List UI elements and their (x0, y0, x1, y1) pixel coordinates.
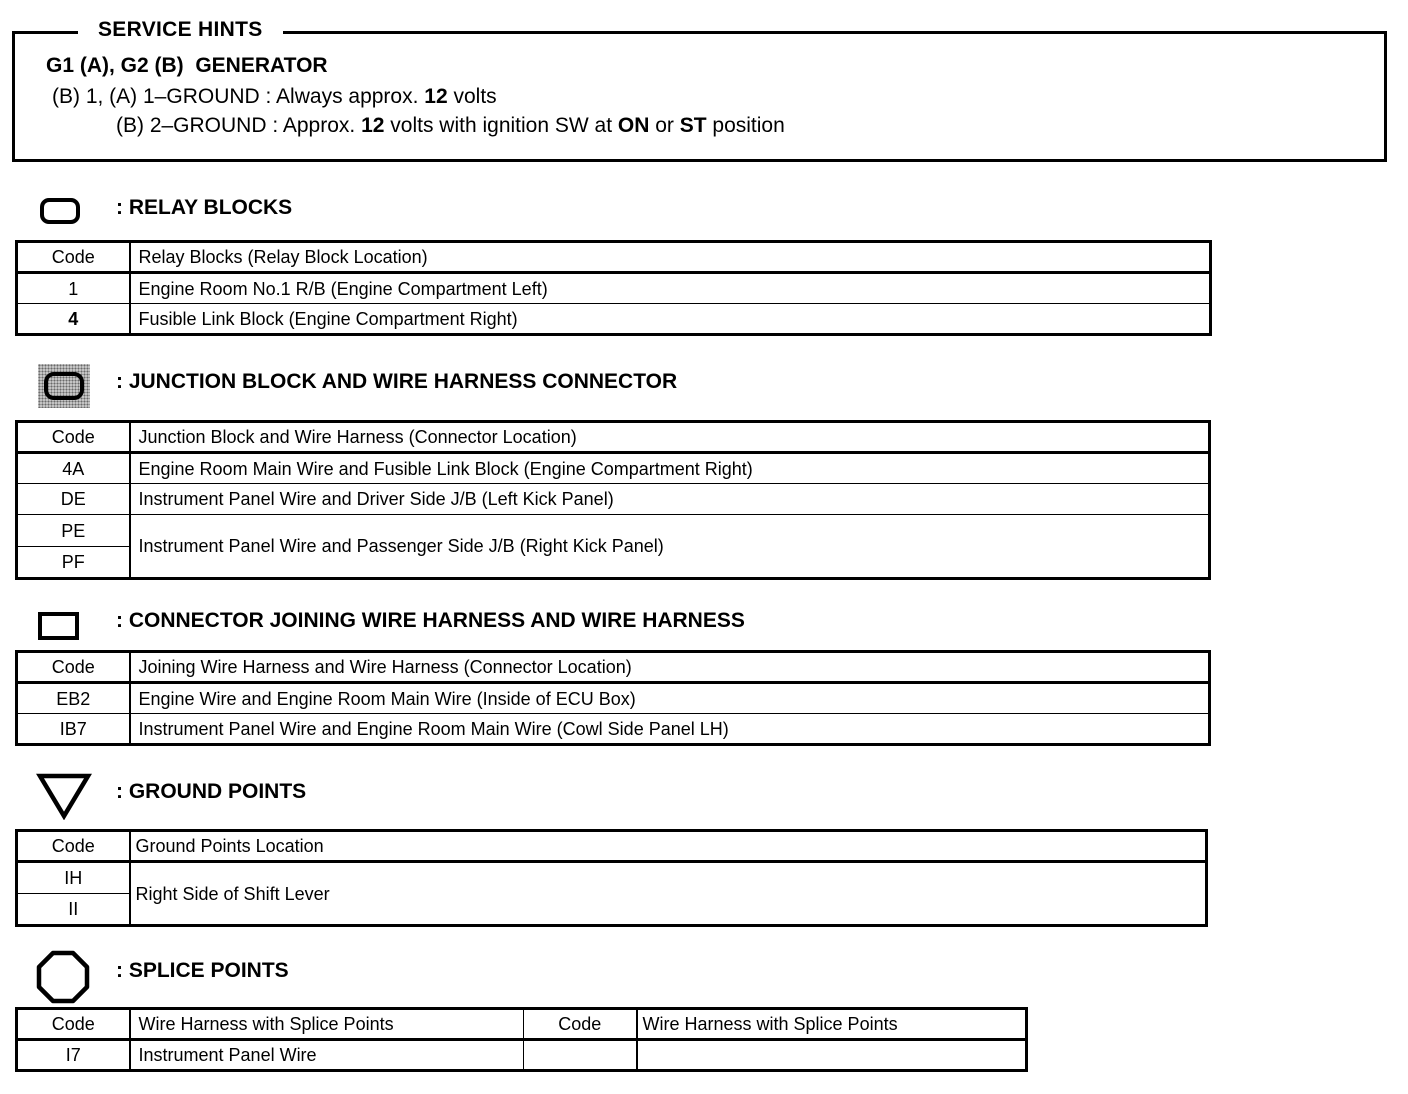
header-description: Wire Harness with Splice Points (130, 1009, 524, 1040)
hint-text: Approx. (282, 114, 362, 137)
ground-points-table (15, 829, 1208, 927)
hint-st: ST (679, 114, 707, 137)
ground-points-title: : GROUND POINTS (116, 780, 307, 803)
table-row (17, 453, 1210, 484)
connectors-table (15, 650, 1211, 746)
hint-voltage: 12 (361, 114, 385, 137)
cell-code: IH (17, 862, 130, 894)
connectors-title: : CONNECTOR JOINING WIRE HARNESS AND WIRE HARNESS (116, 609, 745, 632)
hint-text: volts with ignition SW at (384, 114, 618, 137)
cell-code: PF (17, 547, 130, 579)
cell-code: 1 (17, 273, 130, 304)
header-code: Code (17, 422, 130, 453)
table-row (17, 484, 1210, 515)
relay-block-icon (40, 198, 80, 224)
table-header-row (17, 1009, 1027, 1040)
junction-block-icon (38, 364, 90, 408)
hint-voltage: 12 (424, 85, 448, 108)
cell-description: Right Side of Shift Lever (130, 862, 1207, 926)
cell-description: Engine Wire and Engine Room Main Wire (Inside of ECU Box) (130, 683, 1210, 714)
cell-code-2 (524, 1040, 637, 1071)
cell-code: II (17, 894, 130, 926)
table-row (17, 862, 1207, 894)
table-row (17, 515, 1210, 547)
header-code: Code (17, 242, 130, 273)
splice-points-title: : SPLICE POINTS (116, 959, 289, 982)
relay-blocks-table (15, 240, 1212, 336)
hint-text: position (706, 114, 785, 137)
header-description: Joining Wire Harness and Wire Harness (Connector Location) (130, 652, 1210, 683)
header-code-2: Code (524, 1009, 637, 1040)
table-row (17, 683, 1210, 714)
header-description: Ground Points Location (130, 831, 1207, 862)
header-code: Code (17, 1009, 130, 1040)
cell-code: 4 (17, 304, 130, 335)
hint-on: ON (617, 114, 650, 137)
table-header-row (17, 831, 1207, 862)
header-description-2: Wire Harness with Splice Points (637, 1009, 1027, 1040)
cell-code: DE (17, 484, 130, 515)
service-hints-title: SERVICE HINTS (78, 16, 283, 44)
header-code: Code (17, 652, 130, 683)
service-hint-line-1 (52, 84, 497, 110)
hint-text: or (649, 114, 680, 137)
cell-description: Instrument Panel Wire and Driver Side J/B (Left Kick Panel) (130, 484, 1210, 515)
table-row (17, 304, 1211, 335)
cell-description: Fusible Link Block (Engine Compartment Right) (130, 304, 1211, 335)
table-row (17, 714, 1210, 745)
junction-block-title: : JUNCTION BLOCK AND WIRE HARNESS CONNECTOR (116, 370, 678, 393)
cell-description: Instrument Panel Wire and Passenger Side J/B (Right Kick Panel) (130, 515, 1210, 579)
hint-text: Always approx. (276, 85, 425, 108)
connector-icon (38, 612, 79, 640)
hint-text: volts (447, 85, 497, 108)
service-hint-line-2 (116, 113, 785, 139)
cell-code: PE (17, 515, 130, 547)
header-description: Junction Block and Wire Harness (Connector Location) (130, 422, 1210, 453)
cell-description: Engine Room Main Wire and Fusible Link Block (Engine Compartment Right) (130, 453, 1210, 484)
cell-description: Engine Room No.1 R/B (Engine Compartment Left) (130, 273, 1211, 304)
cell-description: Instrument Panel Wire (130, 1040, 524, 1071)
hint-terminal: (B) 1, (A) 1–GROUND : (52, 85, 277, 108)
header-code: Code (17, 831, 130, 862)
relay-blocks-title: : RELAY BLOCKS (116, 196, 293, 219)
cell-description-2 (637, 1040, 1027, 1071)
hint-terminal: (B) 2–GROUND : (116, 114, 283, 137)
table-header-row (17, 242, 1211, 273)
cell-code: 4A (17, 453, 130, 484)
junction-block-table (15, 420, 1211, 580)
splice-point-icon (36, 950, 90, 1004)
table-row (17, 273, 1211, 304)
splice-points-table (15, 1007, 1028, 1072)
cell-description: Instrument Panel Wire and Engine Room Main Wire (Cowl Side Panel LH) (130, 714, 1210, 745)
junction-block-outline (44, 372, 84, 400)
service-hints-heading: G1 (A), G2 (B) GENERATOR (46, 54, 328, 77)
header-description: Relay Blocks (Relay Block Location) (130, 242, 1211, 273)
ground-point-icon (36, 772, 92, 820)
table-row (17, 1040, 1027, 1071)
cell-code: EB2 (17, 683, 130, 714)
cell-code: I7 (17, 1040, 130, 1071)
table-header-row (17, 422, 1210, 453)
table-header-row (17, 652, 1210, 683)
cell-code: IB7 (17, 714, 130, 745)
